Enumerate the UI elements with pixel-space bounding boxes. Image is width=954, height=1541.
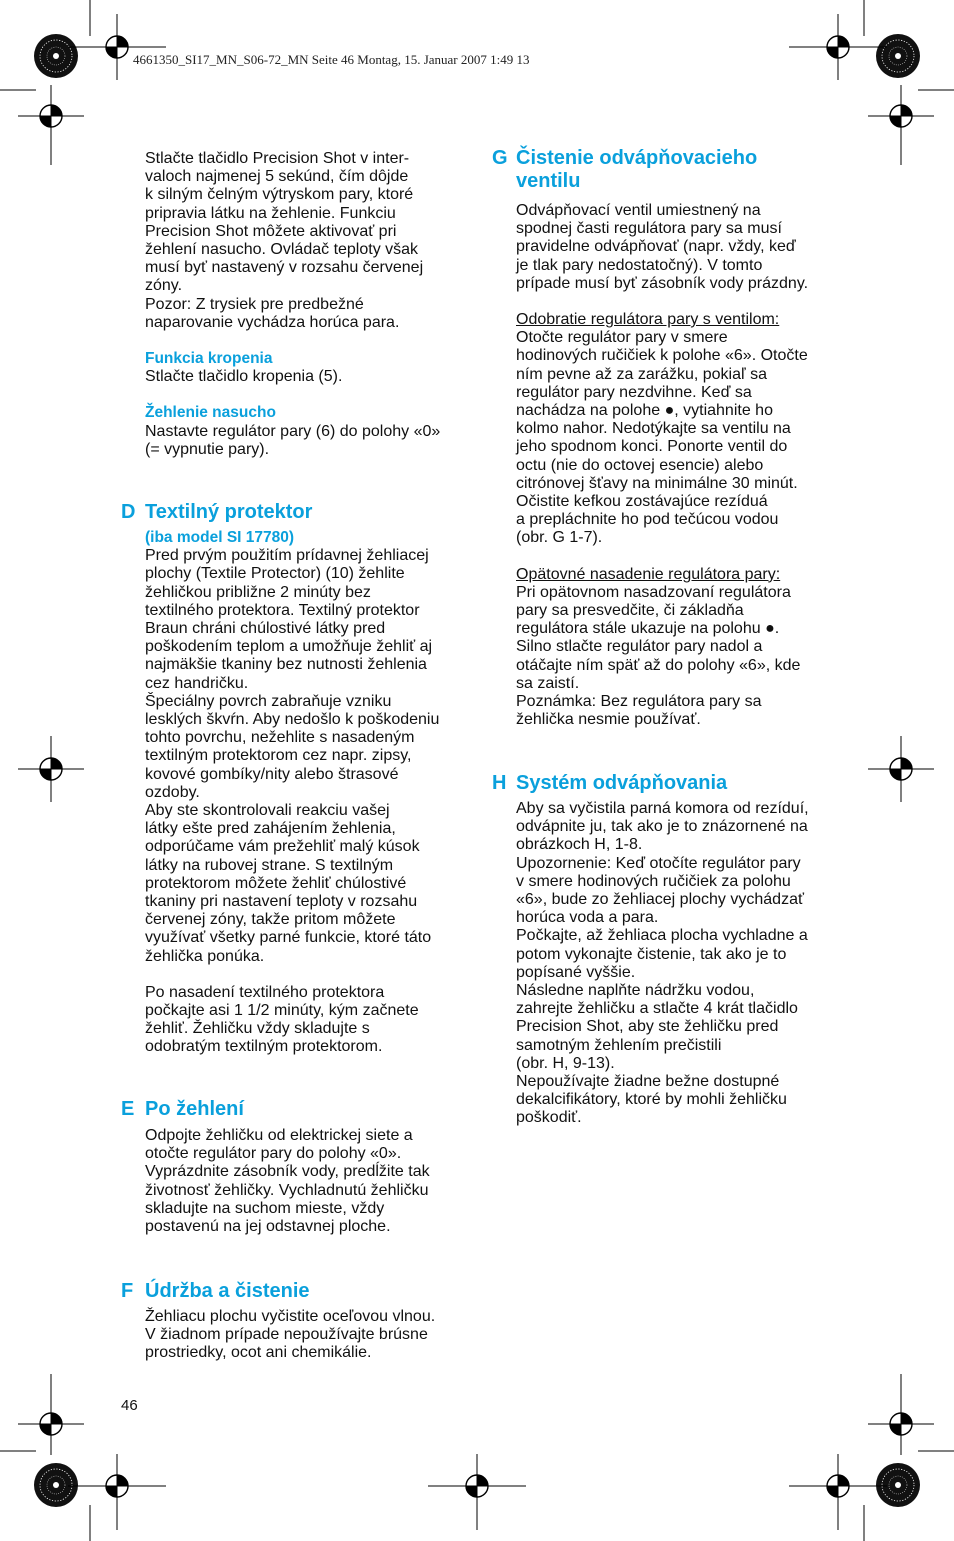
section-e-heading	[121, 1098, 244, 1121]
section-e-body	[145, 1127, 463, 1236]
section-g-paragraph-3: Pri opätovnom nasadzovaní regulátora pary sa presvedčite, či základňa regulátora stále ukazuje na polohu ●. Silno stlačte regulátor pary nadol a otáčajte ním späť až do polohy «6», kde sa zaistí. Poznámka: Bez regulátora pary sa žehlička nesmie používať.	[516, 583, 801, 729]
section-d-heading	[121, 501, 312, 524]
section-title: Systém odvápňovania	[516, 772, 728, 794]
page-number: 46	[121, 1397, 138, 1414]
left-column	[145, 150, 463, 459]
star-target-mark	[876, 34, 920, 78]
section-d-paragraph-2: Po nasadení textilného protektora počkajte asi 1 1/2 minúty, kým začnete žehliť. Žehličku vždy skladujte s odobratým textilným protektorom.	[145, 983, 419, 1056]
section-letter: F	[121, 1280, 134, 1302]
section-title: Čistenie odvápňovacieho ventilu	[516, 147, 758, 192]
intro-paragraph: Stlačte tlačidlo Precision Shot v inter- valoch najmenej 5 sekúnd, čím dôjde k silným čelným výtryskom pary, ktoré pripravia látku na žehlenie. Funkciu Precision Shot môžete aktivovať pri žehlení nasucho. Ovládač teploty však musí byť nastavený v rozsahu červenej zóny. Pozor: Z trysiek pre predbežné naparovanie vychádza horúca para.	[145, 150, 424, 331]
section-title: Po žehlení	[145, 1098, 244, 1120]
section-e-paragraph: Odpojte žehličku od elektrickej siete a otočte regulátor pary do polohy «0». Vyprázdnite zásobník vody, predĺžite tak životnosť žehličky. Vychladnutú žehličku skladujte na suchom mieste, vždy postavenú na jej odstavnej ploche.	[145, 1127, 430, 1236]
section-h-heading	[492, 772, 727, 795]
section-g-paragraph-1: Odvápňovací ventil umiestnený na spodnej časti regulátora pary sa musí pravidelne odvápňovať (napr. vždy, keď je tlak pary nedostatočný). V tomto prípade musí byť zásobník vody prázdny.	[516, 202, 809, 292]
section-d-body	[145, 529, 463, 1057]
section-g-body	[516, 202, 838, 729]
section-d-subtitle: (iba model SI 17780)	[145, 529, 295, 546]
section-f-body	[145, 1308, 463, 1363]
remove-regulator-heading: Odobratie regulátora pary s ventilom:	[516, 311, 780, 329]
section-g-paragraph-2: Otočte regulátor pary v smere hodinových ručičiek k polohe «6». Otočte ním pevne až za zarážku, pokiaľ sa regulátor pary nezdvihne. Keď sa nachádza na polohe ●, vytiahnite ho kolmo nahor. Nedotýkajte sa ventilu na jeho spodnom konci. Ponorte ventil do octu (nie do octovej esencie) alebo citrónovej šťavy na minimálne 30 minút. Očistite kefkou zostávajúce rezíduá a prepláchnite ho pod tečúcou vodou (obr. G 1-7).	[516, 329, 808, 547]
section-letter: G	[492, 147, 508, 169]
spray-subheading: Funkcia kropenia	[145, 350, 273, 368]
print-slug-line: 4661350_SI17_MN_S06-72_MN Seite 46 Montag, 15. Januar 2007 1:49 13	[133, 52, 530, 67]
star-target-mark	[34, 34, 78, 78]
section-h-paragraph: Aby sa vyčistila parná komora od rezíduí, odvápnite ju, tak ako je to znázornené na obrázkoch H, 1-8. Upozornenie: Keď otočíte regulátor pary v smere hodinových ručičiek za polohu «6», bude zo žehliacej plochy vychádzať horúca voda a para. Počkajte, až žehliaca plocha vychladne a potom vykonajte čistenie, tak ako je to popísané vyššie. Následne naplňte nádržku vodou, zahrejte žehličku a stlačte 4 krát tlačidlo Precision Shot, aby ste žehličku pred samotným žehlením prečistili (obr. H, 9-13). Nepoužívajte žiadne bežne dostupné dekalcifikátory, ktoré by mohli žehličku poškodiť.	[516, 800, 809, 1127]
star-target-mark	[34, 1463, 78, 1507]
section-f-paragraph: Žehliacu plochu vyčistite oceľovou vlnou. V žiadnom prípade nepoužívajte brúsne prostriedky, ocot ani chemikálie.	[145, 1308, 436, 1362]
section-d-paragraph-1: Pred prvým použitím prídavnej žehliacej plochy (Textile Protector) (10) žehlite žehličkou približne 2 minúty bez textilného protektora. Textilný protektor Braun chráni chúlostivé látky pred poškodením teplom a umožňuje žehliť aj najmäkšie tkaniny bez nutnosti žehlenia cez handričku. Špeciálny povrch zabraňuje vzniku lesklých škvŕn. Aby nedošlo k poškodeniu tohto povrchu, nežehlite s nasadeným textilným protektorom cez napr. zipsy, kovové gombíky/nity alebo štrasové ozdoby. Aby ste skontrolovali reakciu vašej látky ešte pred zahájením žehlenia, odporúčame vám prežehliť malý kúsok látky na rubovej strane. S textilným protektorom môžete žehliť chúlostivé tkaniny pri nastavení teploty v rozsahu červenej zóny, takže pritom môžete využívať všetky parné funkcie, ktoré táto žehlička ponúka.	[145, 547, 440, 965]
spray-paragraph: Stlačte tlačidlo kropenia (5).	[145, 368, 343, 386]
section-title: Údržba a čistenie	[145, 1280, 310, 1302]
section-letter: H	[492, 772, 507, 794]
section-letter: E	[121, 1098, 135, 1120]
section-f-heading	[121, 1280, 310, 1303]
refit-regulator-heading: Opätovné nasadenie regulátora pary:	[516, 565, 781, 583]
section-g-heading	[492, 147, 757, 193]
dry-ironing-paragraph: Nastavte regulátor pary (6) do polohy «0» (= vypnutie pary).	[145, 422, 441, 458]
star-target-mark	[876, 1463, 920, 1507]
dry-ironing-subheading: Žehlenie nasucho	[145, 404, 276, 422]
section-h-body	[516, 800, 838, 1128]
section-title: Textilný protektor	[145, 501, 313, 523]
section-letter: D	[121, 501, 136, 523]
